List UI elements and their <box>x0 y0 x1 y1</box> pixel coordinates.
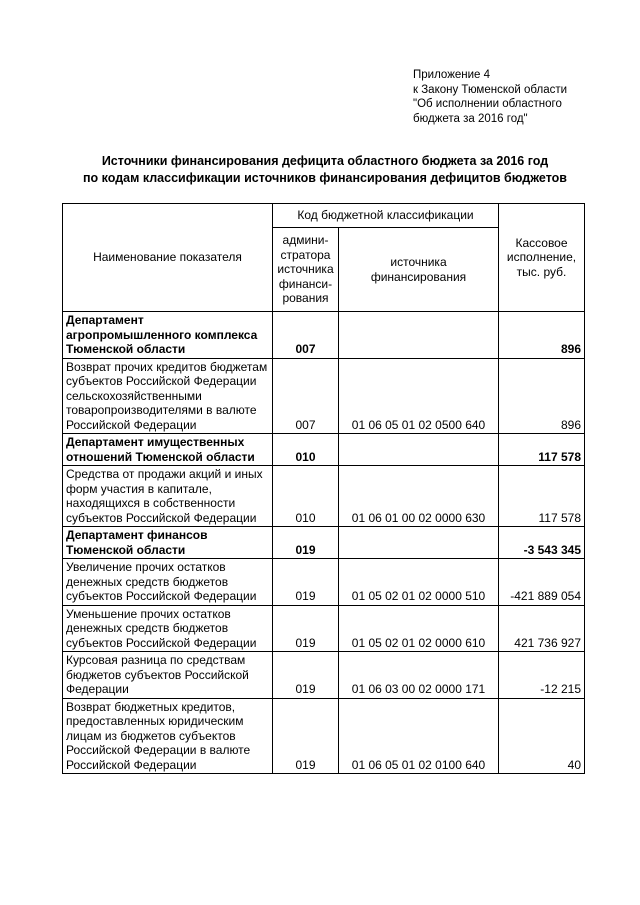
appendix-line: бюджета за 2016 год" <box>413 112 528 125</box>
table-row-department <box>63 312 585 359</box>
row-name-cell: Департамент финансов Тюменской области <box>63 527 273 559</box>
row-amount-cell: 421 736 927 <box>499 605 585 652</box>
row-admin-code-cell: 007 <box>273 312 339 359</box>
header-admin: админи- стратора источника финанси- рования <box>273 228 339 312</box>
row-admin-code-cell: 019 <box>273 652 339 699</box>
table-row <box>63 698 585 774</box>
row-source-code-cell <box>339 312 499 359</box>
header-name: Наименование показателя <box>63 204 273 312</box>
row-name-cell: Курсовая разница по средствам бюджетов субъектов Российской Федерации <box>63 652 273 699</box>
table-row <box>63 358 585 434</box>
row-name-cell: Департамент имущественных отношений Тюменской области <box>63 434 273 466</box>
row-amount-cell: 896 <box>499 312 585 359</box>
row-amount-cell: -3 543 345 <box>499 527 585 559</box>
row-source-code-cell: 01 05 02 01 02 0000 510 <box>339 559 499 606</box>
appendix-line: к Закону Тюменской области <box>413 83 568 96</box>
table-row <box>63 605 585 652</box>
table-row <box>63 652 585 699</box>
row-amount-cell: 117 578 <box>499 434 585 466</box>
appendix-line: Приложение 4 <box>413 69 491 81</box>
row-name-cell: Департамент агропромышленного комплекса Тюменской области <box>63 312 273 359</box>
table-row-department <box>63 434 585 466</box>
row-source-code-cell <box>339 527 499 559</box>
row-admin-code-cell: 007 <box>273 358 339 434</box>
table-row <box>63 559 585 606</box>
row-name-cell: Средства от продажи акций и иных форм участия в капитале, находящихся в собственности субъектов Российской Федерации <box>63 466 273 527</box>
row-admin-code-cell: 010 <box>273 466 339 527</box>
table-row <box>63 466 585 527</box>
title-line-2: по кодам классификации источников финансирования дефицитов бюджетов <box>83 171 567 185</box>
row-amount-cell: 40 <box>499 698 585 774</box>
appendix-line: "Об исполнении областного <box>413 98 562 110</box>
row-source-code-cell: 01 05 02 01 02 0000 610 <box>339 605 499 652</box>
row-source-code-cell <box>339 434 499 466</box>
row-name-cell: Уменьшение прочих остатков денежных средств бюджетов субъектов Российской Федерации <box>63 605 273 652</box>
row-name-cell: Возврат бюджетных кредитов, предоставленных юридическим лицам из бюджетов субъектов Российской Федерации в валюте Российской Федерации <box>63 698 273 774</box>
row-name-cell: Возврат прочих кредитов бюджетам субъектов Российской Федерации сельскохозяйственными товаропроизводителями в валюте Российской Федерации <box>63 358 273 434</box>
row-amount-cell: -421 889 054 <box>499 559 585 606</box>
row-source-code-cell: 01 06 01 00 02 0000 630 <box>339 466 499 527</box>
row-source-code-cell: 01 06 05 01 02 0100 640 <box>339 698 499 774</box>
row-name-cell: Увеличение прочих остатков денежных средств бюджетов субъектов Российской Федерации <box>63 559 273 606</box>
row-amount-cell: 896 <box>499 358 585 434</box>
row-source-code-cell: 01 06 05 01 02 0500 640 <box>339 358 499 434</box>
row-admin-code-cell: 019 <box>273 527 339 559</box>
row-amount-cell: -12 215 <box>499 652 585 699</box>
table-row-department <box>63 527 585 559</box>
row-admin-code-cell: 019 <box>273 559 339 606</box>
row-admin-code-cell: 010 <box>273 434 339 466</box>
appendix-header <box>413 68 623 126</box>
row-source-code-cell: 01 06 03 00 02 0000 171 <box>339 652 499 699</box>
header-amount: Кассовое исполнение, тыс. руб. <box>499 204 585 312</box>
header-code-group: Код бюджетной классификации <box>273 204 499 228</box>
document-title <box>40 153 610 187</box>
row-admin-code-cell: 019 <box>273 698 339 774</box>
row-amount-cell: 117 578 <box>499 466 585 527</box>
header-source: источника финансирования <box>339 228 499 312</box>
financing-table <box>62 203 585 774</box>
title-line-1: Источники финансирования дефицита областного бюджета за 2016 год <box>101 154 549 168</box>
row-admin-code-cell: 019 <box>273 605 339 652</box>
